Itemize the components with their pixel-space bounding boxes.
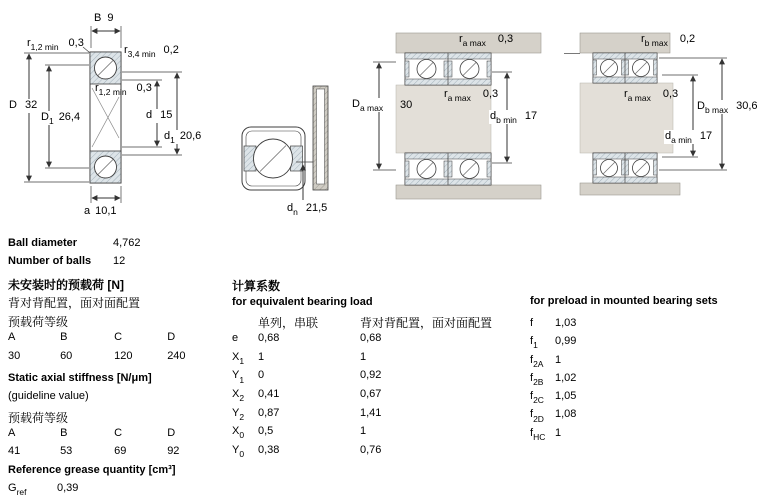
- factor-value: 1: [555, 426, 562, 439]
- calc-factors-subtitle: for equivalent bearing load: [232, 295, 373, 308]
- factor-symbol: $X_0$: [232, 425, 245, 441]
- factor-v1: 0,5: [258, 425, 274, 438]
- factor-value: 0,99: [555, 335, 577, 348]
- dim-r12-top: $r_{1,2 min}$ 0,3: [27, 37, 84, 53]
- factor-symbol: $f_{2B}$: [530, 371, 544, 388]
- stiffness-value-A: 41: [8, 445, 21, 458]
- stiffness-header-C: C: [114, 426, 123, 439]
- dim-dn: $d_n$ 21,5: [287, 202, 328, 218]
- preload-class-line: 预载荷等级: [8, 314, 69, 329]
- grease-title: Reference grease quantity [cm³]: [8, 464, 176, 476]
- preload-row-f2A: [530, 354, 718, 372]
- factor-value: 1,03: [555, 317, 577, 329]
- preload-header-A: A: [8, 331, 16, 344]
- factor-v2: 1: [360, 350, 367, 363]
- stiffness-value-D: 92: [167, 445, 180, 458]
- factor-symbol: $f_{HC}$: [530, 426, 546, 442]
- dim-a: a 10,1: [84, 205, 117, 217]
- preload-header-D: D: [167, 331, 176, 344]
- ball-diameter-value: 4,762: [113, 237, 141, 249]
- number-of-balls-value: 12: [113, 255, 126, 267]
- spec-row-ball-diameter: [8, 237, 141, 249]
- factor-symbol: $f_{2A}$: [530, 353, 544, 369]
- calc-header-tandem: 单列，串联: [258, 316, 319, 331]
- factor-symbol: e: [232, 332, 239, 345]
- preload-header-B: B: [60, 331, 68, 344]
- factor-symbol: $X_2$: [232, 387, 245, 404]
- dim-db-min: $d_{b min}$ 17: [490, 110, 538, 126]
- preload-unmounted-block: [8, 276, 186, 368]
- stiffness-block: [8, 372, 179, 463]
- stiffness-header-A: A: [8, 426, 16, 439]
- dim-ra-max-mid: $r_{a max}$ 0,3: [444, 88, 499, 104]
- stiffness-class-line: 预载荷等级: [8, 410, 69, 425]
- preload-class-values: [8, 350, 186, 368]
- preload-header-C: C: [114, 331, 123, 344]
- factor-value: 1,02: [555, 371, 577, 384]
- factor-v2: 0,92: [360, 369, 382, 382]
- factor-v1: 0,68: [258, 332, 280, 345]
- bearing-front-view-drawing: [242, 86, 328, 200]
- dim-rb-max: $r_{b max}$ 0,2: [641, 33, 696, 49]
- stiffness-value-C: 69: [114, 445, 127, 458]
- factor-v1: 0: [258, 369, 265, 382]
- factor-symbol: f: [530, 317, 534, 329]
- factor-symbol: $Y_2$: [232, 406, 245, 422]
- dim-ra-max-right: $r_{a max}$ 0,3: [624, 88, 679, 104]
- stiffness-title: Static axial stiffness [N/μm]: [8, 372, 152, 384]
- dim-da-min: $d_{a min}$ 17: [665, 130, 713, 146]
- preload-arrangement-line: 背对背配置，面对面配置: [8, 296, 141, 311]
- factor-value: 1,05: [555, 390, 577, 403]
- preload-row-fHC: [530, 427, 718, 445]
- calc-factors-block: [232, 277, 492, 462]
- factor-symbol: $Y_1$: [232, 369, 245, 385]
- factor-v2: 0,76: [360, 443, 382, 456]
- calc-factors-headers: [232, 314, 492, 332]
- factor-value: 1,08: [555, 408, 577, 421]
- preload-unmounted-title: 未安装时的预载荷 [N]: [8, 278, 124, 292]
- factor-symbol: $f_{2C}$: [530, 390, 544, 406]
- grease-value: 0,39: [57, 482, 79, 494]
- factor-v2: 1,41: [360, 406, 382, 419]
- spec-row-number-of-balls: [8, 255, 125, 267]
- preload-class-headers: [8, 331, 186, 349]
- dim-Da-max-label: $D_{a max}$: [352, 98, 384, 114]
- grease-row: [8, 482, 176, 496]
- number-of-balls-label: Number of balls: [8, 255, 92, 267]
- calc-row-X1: [232, 351, 492, 370]
- preload-row-f2B: [530, 372, 718, 390]
- factor-symbol: $X_1$: [232, 350, 245, 366]
- factor-v2: 0,68: [360, 332, 382, 345]
- calc-row-e: [232, 332, 492, 351]
- factor-v1: 0,41: [258, 387, 280, 400]
- ball-diameter-label: Ball diameter: [8, 237, 78, 249]
- stiffness-header-D: D: [167, 426, 176, 439]
- calc-header-back-to-back: 背对背配置，面对面配置: [360, 316, 493, 331]
- calc-row-Y0: [232, 444, 492, 463]
- factor-symbol: $f_{2D}$: [530, 408, 544, 424]
- dim-r12-mid: $r_{1,2 min}$ 0,3: [95, 82, 152, 98]
- factor-value: 1: [555, 353, 562, 366]
- preload-factors-block: [530, 295, 718, 445]
- grease-block: [8, 464, 176, 496]
- preload-row-f2D: [530, 408, 718, 426]
- dim-Da-max-value: 30: [400, 99, 413, 111]
- stiffness-note: (guideline value): [8, 390, 89, 403]
- preload-value-A: 30: [8, 349, 21, 362]
- dim-outer-diameter-D: D 32: [9, 99, 38, 111]
- stiffness-values: [8, 445, 179, 463]
- factor-symbol: $Y_0$: [232, 443, 245, 459]
- preload-row-f2C: [530, 390, 718, 408]
- factor-v2: 1: [360, 425, 367, 438]
- preload-value-B: 60: [60, 349, 73, 362]
- stiffness-header-B: B: [60, 426, 68, 439]
- stiffness-headers: [8, 427, 179, 445]
- calc-row-X2: [232, 388, 492, 407]
- bearing-pair-shaft-drawing: [564, 33, 727, 195]
- factor-v1: 1: [258, 350, 265, 363]
- preload-value-D: 240: [167, 349, 186, 362]
- calc-row-Y1: [232, 369, 492, 388]
- factor-v1: 0,87: [258, 406, 280, 419]
- dim-Db-max: $D_{b max}$ 30,6: [697, 100, 758, 116]
- dim-bore-d: d 15: [146, 109, 173, 121]
- calc-row-Y2: [232, 407, 492, 426]
- dim-r34: $r_{3,4 min}$ 0,2: [124, 44, 179, 60]
- stiffness-value-B: 53: [60, 445, 73, 458]
- preload-value-C: 120: [114, 349, 133, 362]
- preload-factors-title: for preload in mounted bearing sets: [530, 295, 718, 307]
- factor-symbol: $f_1$: [530, 335, 538, 351]
- dim-width-B: B 9: [94, 12, 114, 24]
- preload-row-f1: [530, 335, 718, 353]
- calc-row-X0: [232, 425, 492, 444]
- dim-d1: $d_1$ 20,6: [164, 130, 202, 146]
- calc-factors-title: 计算系数: [232, 279, 281, 293]
- grease-symbol: $G_{ref}$: [8, 482, 27, 498]
- dim-ra-max-top: $r_{a max}$ 0,3: [459, 33, 514, 49]
- preload-row-f: [530, 317, 718, 335]
- factor-v1: 0,38: [258, 443, 280, 456]
- factor-v2: 0,67: [360, 387, 382, 400]
- dim-D1: $D_1$ 26,4: [41, 111, 81, 127]
